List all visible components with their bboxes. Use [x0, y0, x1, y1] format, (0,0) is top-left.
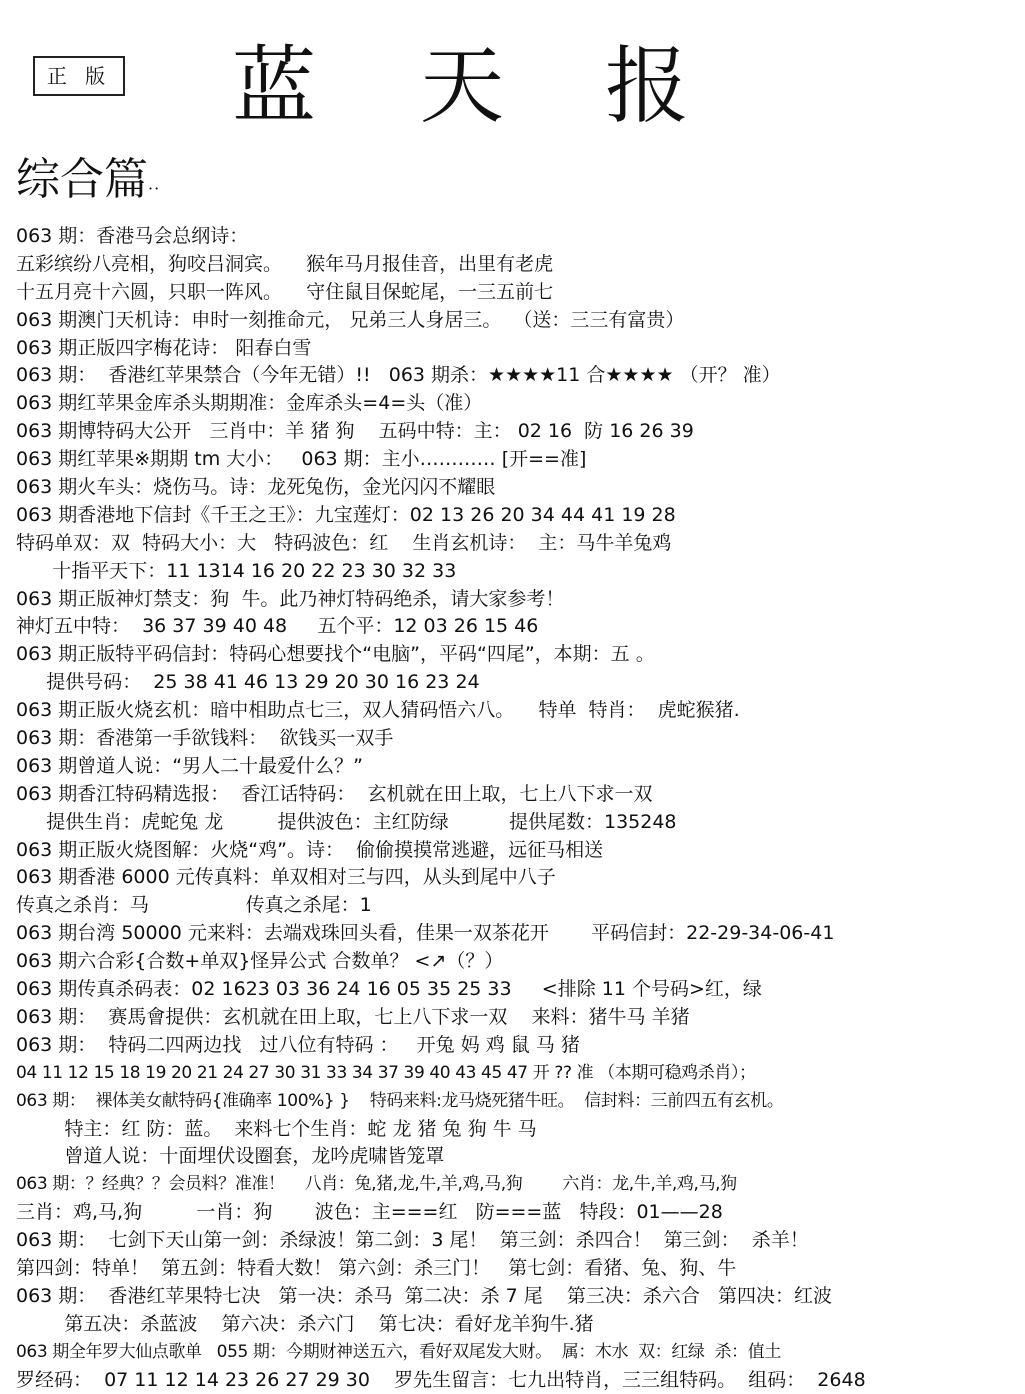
text-line: 传真之杀肖：马 传真之杀尾：1 — [16, 894, 372, 917]
text-line: 提供生肖：虎蛇兔 龙 提供波色：主红防绿 提供尾数：135248 — [16, 810, 677, 833]
text-line: 063 期香江特码精选报： 香江话特码： 玄机就在田上取，七上八下求一双 — [16, 782, 653, 805]
text-line: 063 期： 裸体美女献特码{准确率 100%} } 特码来料:龙马烧死猪牛旺。 信封料：三前四五有玄机。 — [16, 1090, 784, 1111]
masthead-char-1: 蓝 — [232, 37, 317, 135]
text-line: 063 期全年罗大仙点歌单 055 期：今期财神送五六，看好双尾发大财。 属：木水 双：红绿 杀：值土 — [16, 1341, 781, 1362]
text-line: 063 期：香港第一手欲钱料： 欲钱买一双手 — [16, 727, 394, 750]
text-line: 063 期： 香港红苹果禁合（今年无错）!! 063 期杀：★★★★11 合★★★★ （开？ 准） — [16, 364, 781, 387]
section-title-mark: ·· — [148, 179, 161, 198]
text-line: 063 期红苹果金库杀头期期准：金库杀头=4=头（准） — [16, 392, 483, 415]
text-line: 063 期台湾 50000 元来料：去端戏珠回头看，佳果一双茶花开 平码信封：22-29-34-06-41 — [16, 922, 835, 945]
section-title — [16, 150, 160, 219]
text-line: 063 期：？经典？？会员料？准准！ 八肖：兔,猪,龙,牛,羊,鸡,马,狗 六肖：龙,牛,羊,鸡,马,狗 — [16, 1174, 737, 1195]
text-line: 063 期六合彩{合数+单双}怪异公式 合数单？ <↗（？） — [16, 950, 504, 973]
text-line: 04 11 12 15 18 19 20 21 24 27 30 31 33 34 37 39 40 43 45 47 开 ?? 准 （本期可稳鸡杀肖）； — [16, 1062, 756, 1083]
text-line: 十五月亮十六圆，只职一阵风。 守住鼠目保蛇尾，一三五前七 — [16, 280, 554, 303]
text-line: 063 期：香港马会总纲诗： — [16, 225, 249, 247]
text-line: 063 期： 香港红苹果特七决 第一决：杀马 第二决：杀 7 尾 第三决：杀六合 第四决：红波 — [16, 1284, 833, 1307]
text-line: 063 期传真杀码表：02 1623 03 36 24 16 05 35 25 33 <排除 11 个号码>红，绿 — [16, 978, 762, 1001]
text-line: 063 期正版神灯禁支：狗 牛。此乃神灯特码绝杀，请大家参考！ — [16, 587, 565, 610]
text-line: 063 期： 赛馬會提供：玄机就在田上取，七上八下求一双 来料：猪牛马 羊猪 — [16, 1005, 690, 1028]
text-line: 罗经码： 07 11 12 14 23 26 27 29 30 罗先生留言：七九出特肖，三三组特码。 组码： 2648 — [16, 1368, 866, 1391]
text-line: 063 期红苹果※期期 tm 大小： 063 期：主小………… [开==准] — [16, 448, 587, 471]
text-line: 063 期正版特平码信封：特码心想要找个“电脑”，平码“四尾”，本期：五 。 — [16, 643, 655, 666]
text-line: 063 期博特码大公开 三肖中：羊 猪 狗 五码中特：主： 02 16 防 16 26 39 — [16, 420, 694, 443]
text-line: 063 期： 特码二四两边找 过八位有特码 ： 开兔 妈 鸡 鼠 马 猪 — [16, 1033, 580, 1056]
text-line: 三肖：鸡,马,狗 一肖：狗 波色：主===红 防===蓝 特段：01——28 — [16, 1201, 723, 1224]
text-line: 十指平天下：11 1314 16 20 22 23 30 32 33 — [16, 559, 457, 582]
article-body — [16, 223, 1021, 1394]
text-line: 063 期香港 6000 元传真料：单双相对三与四，从头到尾中八子 — [16, 866, 556, 889]
text-line: 第四剑：特单！ 第五剑：特看大数！ 第六剑：杀三门！ 第七剑：看猪、兔、狗、牛 — [16, 1256, 737, 1279]
text-line: 063 期正版四字梅花诗： 阳春白雪 — [16, 336, 312, 359]
text-line: 提供号码： 25 38 41 46 13 29 20 30 16 23 24 — [16, 671, 480, 694]
text-line: 神灯五中特： 36 37 39 40 48 五个平：12 03 26 15 46 — [16, 615, 539, 638]
text-line: 特码单双：双 特码大小：大 特码波色：红 生肖玄机诗： 主：马牛羊兔鸡 — [16, 531, 672, 554]
text-line: 063 期： 七剑下天山第一剑：杀绿波！第二剑：3 尾！ 第三剑：杀四合！ 第三剑： 杀羊！ — [16, 1229, 809, 1252]
text-line: 第五决：杀蓝波 第六决：杀六门 第七决：看好龙羊狗牛.猪 — [16, 1312, 594, 1335]
text-line: 曾道人说：十面埋伏设圈套，龙吟虎啸皆笼罩 — [16, 1145, 445, 1168]
text-line: 063 期火车头：烧伤马。诗：龙死兔伤，金光闪闪不耀眼 — [16, 476, 496, 499]
text-line: 063 期曾道人说：“男人二十最爱什么？” — [16, 754, 363, 777]
text-line: 063 期香港地下信封《千王之王》：九宝莲灯：02 13 26 20 34 44 41 19 28 — [16, 503, 676, 526]
section-title-text: 综合篇 — [16, 154, 148, 205]
masthead-char-2: 天 — [420, 37, 505, 135]
text-line: 063 期澳门天机诗：申时一刻推命元， 兄弟三人身居三。 （送：三三有富贵） — [16, 308, 685, 331]
text-line: 特主：红 防：蓝。 来料七个生肖：蛇 龙 猪 兔 狗 牛 马 — [16, 1117, 537, 1140]
text-line: 063 期正版火烧图解：火烧“鸡”。诗： 偷偷摸摸常逃避，远征马相送 — [16, 838, 604, 861]
text-line: 五彩缤纷八亮相，狗咬吕洞宾。 猴年马月报佳音，出里有老虎 — [16, 252, 554, 275]
edition-stamp: 正 版 — [33, 56, 125, 96]
text-line: 063 期正版火烧玄机：暗中相助点七三，双人猜码悟六八。 特单 特肖： 虎蛇猴猪. — [16, 699, 740, 722]
masthead-char-3: 报 — [605, 37, 690, 135]
